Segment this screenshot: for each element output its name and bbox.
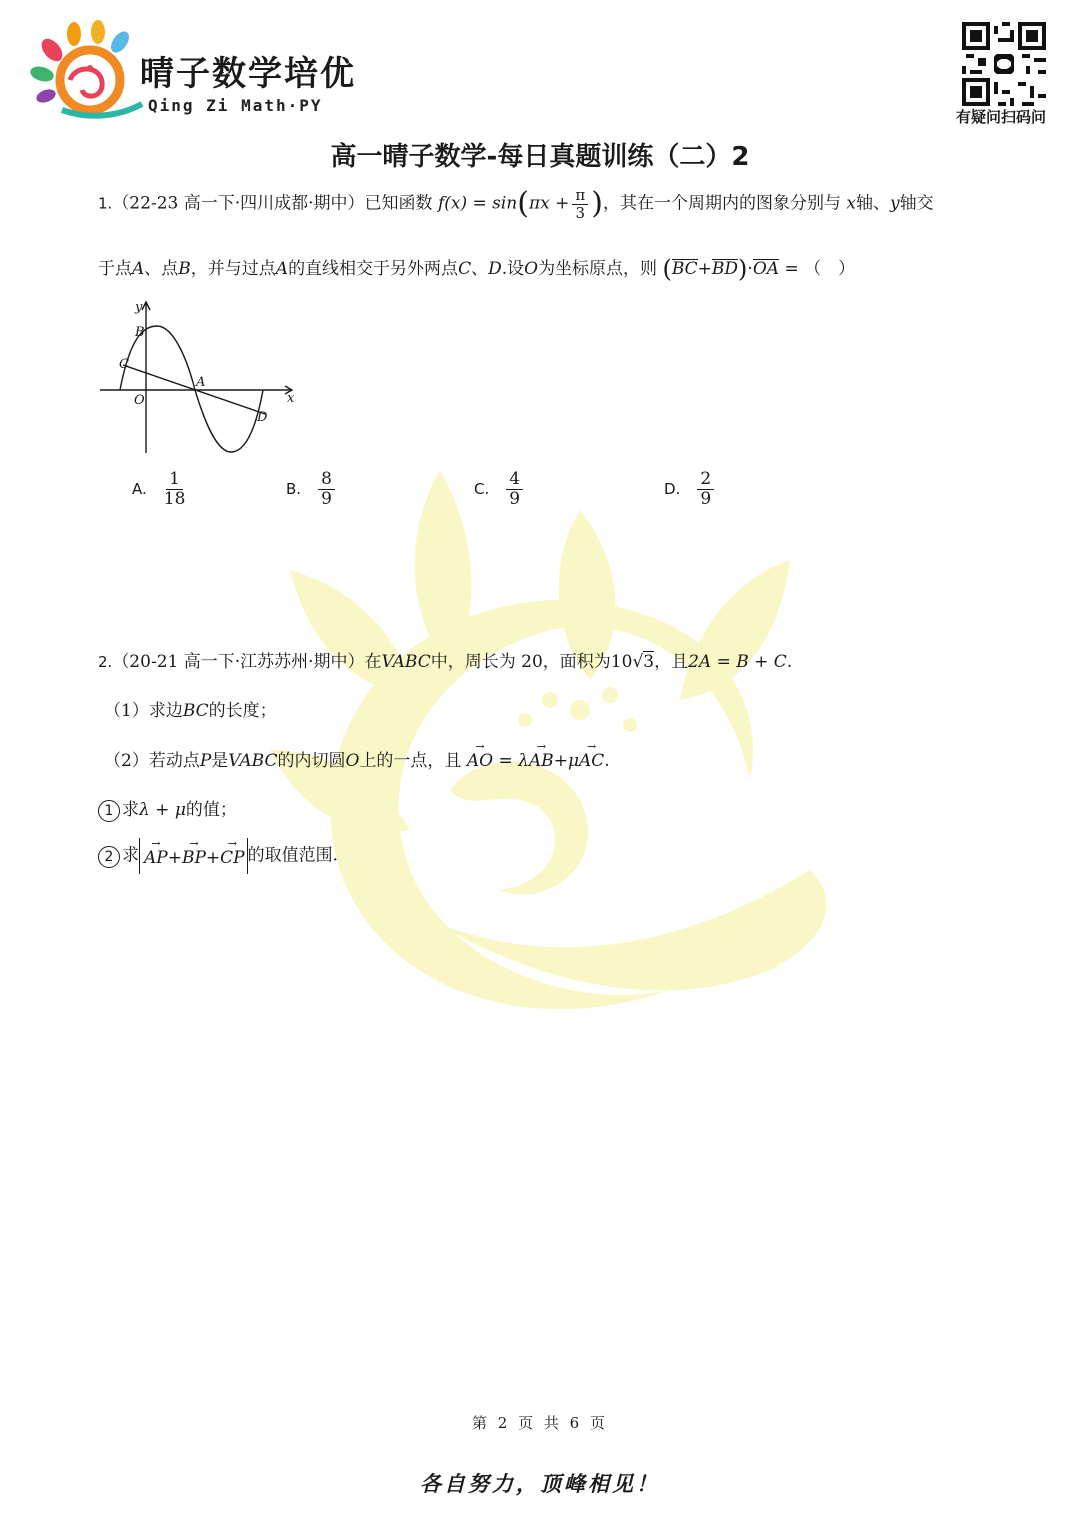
q1-arg: πx + [528,193,570,214]
frac-num: 2 [697,470,714,490]
var-O: O [345,751,360,771]
q1-text: 为坐标原点，则 [538,258,658,279]
label-O: O [134,393,145,408]
var-x: x [846,193,856,214]
q2-text: 求 [122,800,139,820]
frac-den: 9 [509,488,521,509]
q1-text: 、点 [144,258,179,279]
q2-text: 求边 [148,701,183,721]
lambda-plus-mu: λ + μ [139,800,186,820]
q1-sine-graph [95,298,300,458]
mu: μ [567,751,579,771]
q1-text: 的直线相交于另外两点 [288,258,459,279]
frac-den: 9 [321,488,332,509]
option-a[interactable] [132,470,188,508]
vector-BP: → BP [182,848,206,868]
circled-number: 1 [98,800,120,822]
vector-AB: → AB [529,751,554,771]
var-D: D [488,258,502,279]
q1-source: （22-23 高一下·四川成都·期中） [112,193,365,214]
label-x: x [287,391,295,406]
brand-name-en: Qing Zi Math·PY [148,96,323,115]
q2-text: 在 [364,652,382,672]
frac-den: 18 [163,488,186,509]
option-label: A. [132,480,147,499]
option-d[interactable] [664,470,717,508]
q2-sub-1 [98,800,237,822]
page-title: 高一晴子数学-每日真题训练（二）2 [330,142,750,172]
label-y: y [135,300,143,315]
side-BC: BC [182,701,209,721]
q2-text: 上的一点，且 [359,751,462,771]
frac-num: 8 [318,470,335,490]
option-label: B. [286,480,302,499]
dot-sign: · [747,258,753,279]
fraction-pi-3 [572,187,588,221]
q1-text: ，并与过点 [190,258,276,279]
label-B: B [135,325,145,340]
q2-source: （20-21 高一下·江苏苏州·期中） [112,652,365,672]
q1-line-1 [98,186,934,222]
q1-text: 于点 [98,258,132,279]
vector-sum-magnitude [139,838,248,874]
q2-part-1 [104,701,277,721]
label-D: D [257,410,268,425]
q2-line-1 [98,652,792,672]
q2-text: 的长度； [208,701,277,721]
option-fraction [318,470,335,508]
answer-blank: （ ） [804,258,856,279]
part-label: （1） [104,701,149,721]
triangle-ABC: VABC [381,652,431,672]
option-label: C. [474,480,490,499]
q1-line-2 [98,255,855,284]
brand-logo-icon [30,20,150,125]
vector-AO: → AO [467,751,493,771]
right-paren: ) [591,186,603,221]
var-P: P [199,751,212,771]
area-radicand: 3 [643,652,655,672]
q1-text: 轴交 [899,193,934,214]
vector-OA: OA [752,258,780,279]
frac-num: 4 [506,470,523,490]
q2-sub-2 [98,838,338,874]
circled-number: 2 [98,846,120,868]
frac-den: 9 [700,488,712,509]
option-label: D. [664,480,681,499]
q2-number: 2. [98,653,113,671]
option-fraction [164,470,186,508]
equals-sign: = [498,751,513,771]
right-paren: ) [738,255,748,283]
frac-den: 3 [575,203,586,222]
q1-text: .设 [501,258,525,279]
qr-caption: 有疑问扫码问 [956,108,1047,126]
q1-text: 轴、 [855,193,890,214]
q2-text: 的值； [185,800,237,820]
frac-num: 1 [166,470,183,490]
vector-BD: BD [711,258,739,279]
q2-text: 求 [122,845,139,866]
vector-CP: → CP [220,848,244,868]
q2-text: 是 [211,751,229,771]
var-A: A [275,258,289,279]
q1-number: 1. [98,194,113,213]
left-paren: ( [662,255,672,283]
plus-sign: + [697,258,712,279]
slogan: 各自努力，顶峰相见！ [420,1471,660,1496]
option-fraction [506,470,523,508]
q2-text: 中，周长为 20，面积为 [430,652,611,672]
q1-text: 已知函数 [364,193,433,214]
lambda: λ [518,751,529,771]
q1-text: 、 [471,258,489,279]
part-label: （2） [104,751,149,771]
label-C: C [119,357,129,372]
option-fraction [697,470,714,508]
q2-text: . [604,751,610,771]
brand-name-cn: 晴子数学培优 [140,54,356,94]
plus-sign: + [205,848,221,868]
equals-sign: = [784,258,799,279]
var-C: C [458,258,472,279]
plus-sign: + [553,751,568,771]
vector-AC: → AC [579,751,604,771]
q1-func: f(x) = sin [437,193,518,214]
qr-code-icon[interactable] [962,22,1046,106]
watermark-logo [247,450,850,1050]
label-A: A [196,375,206,390]
q2-part-2 [104,751,610,771]
vector-BC: BC [671,258,698,279]
q2-text: 的取值范围. [247,845,339,866]
triangle-ABC: VABC [228,751,278,771]
area-coef: 10 [610,652,633,672]
var-A: A [132,258,145,279]
var-O: O [524,258,539,279]
option-b[interactable] [286,470,338,508]
q2-text: ，且 [654,652,689,672]
q1-text: ，其在一个周期内的图象分别与 [602,193,841,214]
plus-sign: + [167,848,182,868]
var-y: y [889,193,900,214]
left-paren: ( [517,186,529,221]
var-B: B [178,258,191,279]
option-c[interactable] [474,470,526,508]
q2-text: . [786,652,793,672]
vector-AP: → AP [144,848,168,868]
q2-text: 若动点 [148,751,200,771]
sqrt-sign: √ [632,652,644,672]
page-number: 第 2 页 共 6 页 [472,1414,608,1432]
frac-num: π [572,187,588,205]
angle-condition: 2A = B + C [688,652,787,672]
q2-text: 的内切圆 [277,751,346,771]
